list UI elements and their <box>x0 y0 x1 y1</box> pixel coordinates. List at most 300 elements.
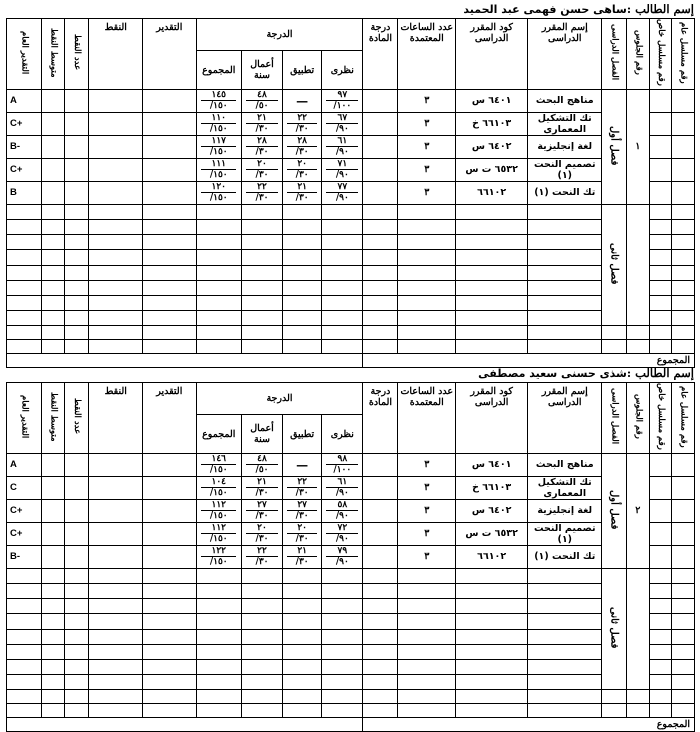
empty-cell <box>89 659 143 674</box>
empty-cell <box>363 599 398 614</box>
empty-cell <box>649 326 672 340</box>
points-count-cell <box>64 112 89 135</box>
empty-cell <box>89 295 143 310</box>
empty-cell <box>143 599 197 614</box>
practical-score <box>283 522 322 545</box>
total-score <box>196 522 241 545</box>
grades-table <box>6 18 695 368</box>
empty-cell <box>89 644 143 659</box>
theory-score-score: ٧١ <box>337 159 348 170</box>
theory-score <box>322 545 363 568</box>
empty-cell <box>196 295 241 310</box>
empty-cell <box>456 340 528 354</box>
header-points-count <box>64 383 89 454</box>
course-code: ٦٦١٠٢ <box>456 545 528 568</box>
empty-cell <box>241 644 282 659</box>
total-score <box>196 181 241 204</box>
theory-score <box>322 89 363 112</box>
empty-cell <box>363 568 398 583</box>
practical-score <box>283 499 322 522</box>
student-name-line <box>463 2 694 17</box>
header-text: متوسط النقط <box>48 27 59 78</box>
empty-cell <box>649 340 672 354</box>
points-cell <box>89 158 143 181</box>
header-year-work: أعمال سنة <box>241 51 282 89</box>
course-name: تك التشكيل المعمارى <box>528 112 602 135</box>
empty-cell <box>196 250 241 265</box>
empty-cell <box>89 704 143 718</box>
empty-cell <box>528 599 602 614</box>
empty-cell <box>672 659 695 674</box>
general-grade: C+ <box>7 112 42 135</box>
year-work-score <box>241 545 282 568</box>
course-row <box>7 499 695 522</box>
empty-cell <box>64 690 89 704</box>
empty-cell <box>322 568 363 583</box>
header-text: التقدير العام <box>19 30 30 75</box>
empty-cell <box>363 204 398 219</box>
theory-score-max: ٩٠/ <box>326 123 358 134</box>
special-seq-cell <box>649 135 672 158</box>
points-avg-cell <box>42 89 65 112</box>
total-row <box>7 718 695 732</box>
empty-row <box>7 584 695 599</box>
empty-cell <box>42 690 65 704</box>
empty-cell <box>363 340 398 354</box>
header-text: الفصل الدراسى <box>609 24 620 81</box>
header-text: رقم مسلسل خاص <box>656 383 667 450</box>
empty-cell <box>672 326 695 340</box>
empty-cell <box>241 599 282 614</box>
empty-cell <box>241 675 282 690</box>
header-estimate: التقدير <box>143 19 197 90</box>
points-count-cell <box>64 181 89 204</box>
total-score <box>196 135 241 158</box>
empty-cell <box>456 326 528 340</box>
empty-cell <box>322 584 363 599</box>
empty-cell <box>672 599 695 614</box>
empty-cell <box>89 568 143 583</box>
empty-cell <box>672 644 695 659</box>
empty-cell <box>528 704 602 718</box>
year-work-score-score: ٢١ <box>257 113 267 124</box>
practical-score-score: ٢١ <box>297 546 307 557</box>
empty-cell <box>241 568 282 583</box>
empty-cell <box>196 265 241 280</box>
estimate-cell <box>143 499 197 522</box>
empty-cell <box>363 220 398 235</box>
theory-score-score: ٧٩ <box>337 546 348 557</box>
practical-score-max: ٣٠/ <box>287 510 318 521</box>
practical-score-max: ٣٠/ <box>287 169 318 180</box>
summary-row <box>7 704 695 718</box>
header-general-seq <box>672 383 695 454</box>
empty-cell <box>283 280 322 295</box>
empty-cell <box>649 311 672 326</box>
empty-cell <box>649 584 672 599</box>
empty-cell <box>7 644 42 659</box>
empty-cell <box>672 568 695 583</box>
empty-row <box>7 295 695 310</box>
empty-cell <box>672 614 695 629</box>
empty-cell <box>196 235 241 250</box>
general-seq-cell <box>672 89 695 112</box>
empty-cell <box>456 644 528 659</box>
header-points: النقط <box>89 19 143 90</box>
practical-score-score: ٢٧ <box>297 500 307 511</box>
header-course-code: كود المقرر الدراسى <box>456 383 528 454</box>
empty-cell <box>649 675 672 690</box>
empty-cell <box>42 599 65 614</box>
practical-score-score: ٢٠ <box>297 523 307 534</box>
empty-cell <box>398 311 456 326</box>
year-work-score-score: ٤٨ <box>257 454 267 465</box>
practical-score <box>283 545 322 568</box>
empty-cell <box>283 568 322 583</box>
empty-cell <box>283 675 322 690</box>
empty-cell <box>398 568 456 583</box>
total-score-score: ١٤٦ <box>211 454 226 465</box>
empty-cell <box>283 250 322 265</box>
empty-cell <box>528 250 602 265</box>
estimate-cell <box>143 545 197 568</box>
student-name: شذى حسنى سعيد مصطفى <box>478 367 627 380</box>
empty-cell <box>89 250 143 265</box>
empty-cell <box>456 204 528 219</box>
total-score-max: ١٥٠/ <box>201 533 236 544</box>
header-special-seq <box>649 383 672 454</box>
empty-cell <box>627 690 650 704</box>
total-score <box>196 158 241 181</box>
points-avg-cell <box>42 545 65 568</box>
empty-cell <box>398 690 456 704</box>
year-work-score-max: ٣٠/ <box>246 533 278 544</box>
empty-cell <box>283 614 322 629</box>
course-name: مناهج البحث <box>528 89 602 112</box>
points-count-cell <box>64 89 89 112</box>
estimate-cell <box>143 453 197 476</box>
empty-cell <box>456 690 528 704</box>
year-work-score-max: ٣٠/ <box>246 169 278 180</box>
empty-cell <box>7 220 42 235</box>
empty-cell <box>241 250 282 265</box>
empty-cell <box>649 704 672 718</box>
points-cell <box>89 135 143 158</box>
empty-dash: — <box>296 93 309 108</box>
theory-score <box>322 499 363 522</box>
empty-cell <box>196 629 241 644</box>
course-name: مناهج البحث <box>528 453 602 476</box>
course-row <box>7 112 695 135</box>
subject-degree <box>363 89 398 112</box>
total-score <box>196 476 241 499</box>
header-text: الفصل الدراسى <box>609 388 620 445</box>
empty-cell <box>456 675 528 690</box>
theory-score-max: ٩٠/ <box>326 169 358 180</box>
empty-cell <box>64 584 89 599</box>
empty-cell <box>143 584 197 599</box>
empty-cell <box>649 235 672 250</box>
course-row <box>7 181 695 204</box>
empty-cell <box>7 250 42 265</box>
empty-cell <box>143 280 197 295</box>
empty-cell <box>42 250 65 265</box>
semester-label: فصل أول <box>608 489 620 530</box>
year-work-score-max: ٥٠/ <box>246 100 278 111</box>
empty-cell <box>241 326 282 340</box>
empty-cell <box>7 675 42 690</box>
empty-cell <box>42 659 65 674</box>
subject-degree <box>363 112 398 135</box>
points-cell <box>89 112 143 135</box>
points-count-cell <box>64 499 89 522</box>
total-score-score: ١٤٥ <box>211 90 226 101</box>
theory-score <box>322 181 363 204</box>
empty-cell <box>398 340 456 354</box>
empty-cell <box>363 311 398 326</box>
course-code: ٦٤٠٢ س <box>456 499 528 522</box>
total-score-score: ١١٠ <box>211 113 226 124</box>
course-name: تصميم النحت (١) <box>528 158 602 181</box>
header-text: رقم مسلسل عام <box>678 21 689 84</box>
theory-score-score: ٦١ <box>337 136 348 147</box>
empty-cell <box>398 235 456 250</box>
empty-cell <box>196 220 241 235</box>
theory-score-max: ٩٠/ <box>326 146 358 157</box>
theory-score-score: ٩٨ <box>337 454 348 465</box>
empty-cell <box>7 568 42 583</box>
special-seq-cell <box>649 89 672 112</box>
theory-score-max: ٩٠/ <box>326 487 358 498</box>
empty-cell <box>283 704 322 718</box>
empty-cell <box>649 204 672 219</box>
practical-score-score: ٢٢ <box>297 477 307 488</box>
practical-score-max: ٣٠/ <box>287 192 318 203</box>
total-score <box>196 499 241 522</box>
seat-number: ١ <box>627 89 650 204</box>
general-grade: B- <box>7 135 42 158</box>
special-seq-cell <box>649 112 672 135</box>
theory-score <box>322 453 363 476</box>
general-grade: A <box>7 453 42 476</box>
summary-row <box>7 326 695 340</box>
empty-cell <box>196 704 241 718</box>
empty-row <box>7 220 695 235</box>
empty-cell <box>456 599 528 614</box>
course-row <box>7 135 695 158</box>
empty-cell <box>7 340 42 354</box>
year-work-score <box>241 522 282 545</box>
empty-cell <box>528 584 602 599</box>
points-avg-cell <box>42 158 65 181</box>
empty-cell <box>672 311 695 326</box>
total-score-score: ١١٢ <box>211 523 226 534</box>
empty-cell <box>322 644 363 659</box>
empty-cell <box>456 295 528 310</box>
empty-cell <box>42 704 65 718</box>
empty-cell <box>322 704 363 718</box>
empty-cell <box>528 235 602 250</box>
header-general-seq <box>672 19 695 90</box>
empty-cell <box>196 614 241 629</box>
course-code: ٦٥٣٢ ت س <box>456 158 528 181</box>
total-score <box>196 89 241 112</box>
empty-cell <box>528 204 602 219</box>
empty-cell <box>363 250 398 265</box>
header-course-name: إسم المقرر الدراسى <box>528 19 602 90</box>
empty-cell <box>89 614 143 629</box>
points-avg-cell <box>42 499 65 522</box>
empty-cell <box>672 584 695 599</box>
empty-cell <box>363 614 398 629</box>
empty-cell <box>672 220 695 235</box>
practical-score-score: ٢٨ <box>297 136 307 147</box>
empty-cell <box>528 220 602 235</box>
year-work-score-max: ٣٠/ <box>246 556 278 567</box>
empty-cell <box>649 280 672 295</box>
points-cell <box>89 522 143 545</box>
empty-cell <box>456 250 528 265</box>
empty-cell <box>602 690 627 704</box>
empty-cell <box>7 599 42 614</box>
empty-cell <box>363 295 398 310</box>
semester-label: فصل أول <box>608 125 620 166</box>
general-grade: B <box>7 181 42 204</box>
empty-dash: — <box>296 457 309 472</box>
course-name: تك التشكيل المعمارى <box>528 476 602 499</box>
empty-cell <box>196 690 241 704</box>
empty-cell <box>322 250 363 265</box>
empty-cell <box>283 690 322 704</box>
empty-cell <box>322 599 363 614</box>
practical-score <box>283 453 322 476</box>
empty-cell <box>42 675 65 690</box>
empty-cell <box>42 644 65 659</box>
practical-score <box>283 112 322 135</box>
header-text: رقم مسلسل خاص <box>656 19 667 86</box>
empty-cell <box>283 235 322 250</box>
course-name: تك النحت (١) <box>528 181 602 204</box>
total-score-score: ١١٧ <box>211 136 226 147</box>
total-score-score: ١١١ <box>211 159 226 170</box>
theory-score-score: ٧٢ <box>337 523 348 534</box>
empty-cell <box>398 326 456 340</box>
empty-cell <box>42 220 65 235</box>
points-cell <box>89 499 143 522</box>
student-label: إسم الطالب : <box>626 2 694 16</box>
header-credit-hours: عدد الساعات المعتمدة <box>398 19 456 90</box>
general-seq-cell <box>672 499 695 522</box>
empty-cell <box>627 326 650 340</box>
theory-score-max: ٩٠/ <box>326 192 358 203</box>
empty-cell <box>456 235 528 250</box>
practical-score-max: ٣٠/ <box>287 146 318 157</box>
empty-cell <box>398 295 456 310</box>
credit-hours: ٣ <box>398 522 456 545</box>
practical-score <box>283 89 322 112</box>
empty-cell <box>649 599 672 614</box>
general-seq-cell <box>672 112 695 135</box>
theory-score-max: ٩٠/ <box>326 556 358 567</box>
sum-value <box>7 354 363 368</box>
year-work-score-max: ٣٠/ <box>246 123 278 134</box>
credit-hours: ٣ <box>398 545 456 568</box>
practical-score-max: ٣٠/ <box>287 556 318 567</box>
empty-cell <box>672 675 695 690</box>
empty-cell <box>7 265 42 280</box>
practical-score-score: ٢٠ <box>297 159 307 170</box>
empty-cell <box>143 568 197 583</box>
course-row <box>7 453 695 476</box>
empty-cell <box>283 311 322 326</box>
empty-cell <box>64 629 89 644</box>
year-work-score-score: ٢١ <box>257 477 267 488</box>
empty-cell <box>283 220 322 235</box>
empty-cell <box>7 614 42 629</box>
empty-cell <box>398 204 456 219</box>
empty-cell <box>196 675 241 690</box>
empty-cell <box>649 690 672 704</box>
summary-row <box>7 690 695 704</box>
empty-cell <box>241 295 282 310</box>
empty-cell <box>64 220 89 235</box>
empty-cell <box>456 220 528 235</box>
empty-cell <box>196 659 241 674</box>
points-cell <box>89 453 143 476</box>
empty-cell <box>627 704 650 718</box>
empty-cell <box>143 690 197 704</box>
empty-cell <box>196 340 241 354</box>
points-cell <box>89 181 143 204</box>
empty-cell <box>322 659 363 674</box>
credit-hours: ٣ <box>398 112 456 135</box>
grades-table <box>6 382 695 732</box>
semester-second <box>602 204 627 326</box>
empty-cell <box>398 629 456 644</box>
empty-cell <box>672 280 695 295</box>
student-label: إسم الطالب : <box>626 366 694 380</box>
empty-cell <box>241 220 282 235</box>
empty-cell <box>363 644 398 659</box>
empty-cell <box>143 614 197 629</box>
estimate-cell <box>143 135 197 158</box>
theory-score-score: ٧٧ <box>337 182 348 193</box>
course-code: ٦٦١٠٣ خ <box>456 112 528 135</box>
empty-cell <box>627 340 650 354</box>
empty-cell <box>64 326 89 340</box>
general-seq-cell <box>672 181 695 204</box>
header-semester <box>602 19 627 90</box>
empty-row <box>7 280 695 295</box>
empty-cell <box>322 326 363 340</box>
empty-cell <box>322 220 363 235</box>
empty-cell <box>42 311 65 326</box>
empty-cell <box>649 250 672 265</box>
theory-score-max: ٩٠/ <box>326 510 358 521</box>
empty-cell <box>528 326 602 340</box>
empty-cell <box>64 265 89 280</box>
semester-label: فصل ثانى <box>608 606 620 649</box>
empty-cell <box>649 614 672 629</box>
empty-cell <box>42 629 65 644</box>
empty-cell <box>64 250 89 265</box>
practical-score-max: ٣٠/ <box>287 533 318 544</box>
empty-cell <box>322 295 363 310</box>
empty-cell <box>196 280 241 295</box>
theory-score-score: ٥٨ <box>337 500 348 511</box>
empty-cell <box>283 629 322 644</box>
points-avg-cell <box>42 181 65 204</box>
